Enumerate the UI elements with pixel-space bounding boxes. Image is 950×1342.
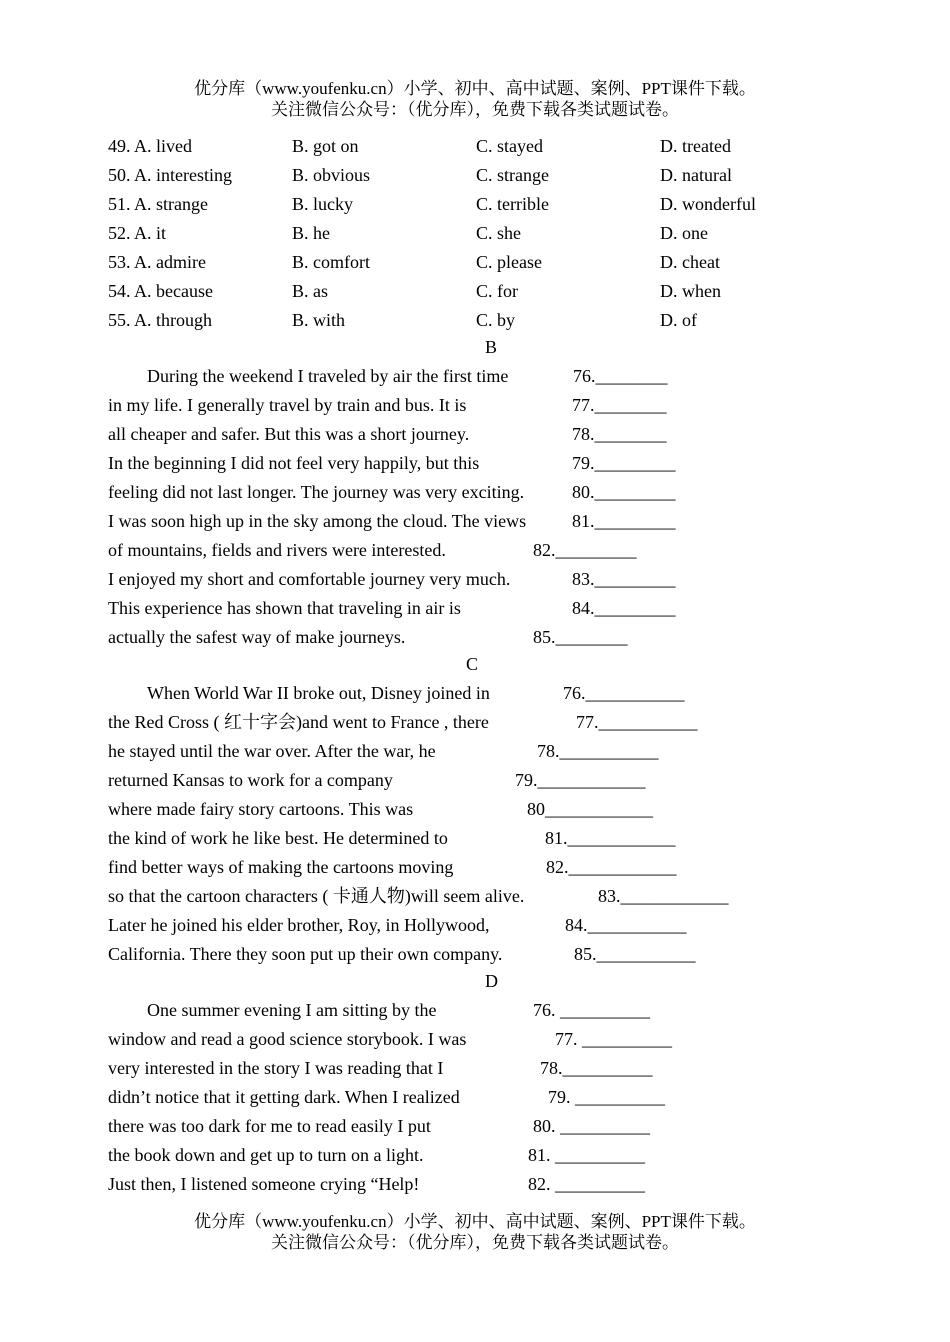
passage-line xyxy=(108,449,808,478)
option-row xyxy=(108,219,828,248)
passage-text: One summer evening I am sitting by the xyxy=(147,1000,437,1020)
answer-blank: 81.____________ xyxy=(545,828,676,848)
option-c: C. by xyxy=(476,310,516,330)
header-line-2: 关注微信公众号：（优分库），免费下载各类试题试卷。 xyxy=(271,100,679,119)
passage-text: I enjoyed my short and comfortable journey very much. xyxy=(108,569,511,589)
option-b: B. he xyxy=(292,223,330,243)
passage-line xyxy=(108,536,808,565)
answer-blank: 85.___________ xyxy=(574,944,696,964)
section-b-passage xyxy=(108,362,808,652)
passage-text: Just then, I listened someone crying “Help! xyxy=(108,1174,420,1194)
section-d-title: D xyxy=(485,971,498,991)
option-c: C. strange xyxy=(476,165,549,185)
option-row xyxy=(108,306,828,335)
passage-line xyxy=(108,1083,808,1112)
section-b-title: B xyxy=(485,337,498,357)
answer-blank: 76.________ xyxy=(573,366,668,386)
option-b: B. got on xyxy=(292,136,359,156)
passage-line xyxy=(108,824,808,853)
passage-text: actually the safest way of make journeys. xyxy=(108,627,406,647)
passage-text: in my life. I generally travel by train and bus. It is xyxy=(108,395,467,415)
passage-text: he stayed until the war over. After the war, he xyxy=(108,741,436,761)
passage-line xyxy=(108,420,808,449)
option-a: 51. A. strange xyxy=(108,194,208,214)
passage-text: feeling did not last longer. The journey was very exciting. xyxy=(108,482,525,502)
header-line-1: 优分库（www.youfenku.cn）小学、初中、高中试题、案例、PPT课件下载。 xyxy=(194,79,756,98)
passage-line xyxy=(108,1141,808,1170)
option-a: 54. A. because xyxy=(108,281,213,301)
option-d: D. of xyxy=(660,310,697,330)
answer-blank: 77.___________ xyxy=(576,712,698,732)
passage-line xyxy=(108,391,808,420)
passage-line xyxy=(108,1025,808,1054)
option-b: B. lucky xyxy=(292,194,353,214)
answer-blank: 78.___________ xyxy=(537,741,659,761)
passage-line xyxy=(108,507,808,536)
page-footer xyxy=(0,1211,950,1253)
option-d: D. wonderful xyxy=(660,194,756,214)
option-d: D. when xyxy=(660,281,721,301)
passage-text: the kind of work he like best. He determined to xyxy=(108,828,448,848)
option-d: D. cheat xyxy=(660,252,720,272)
passage-line xyxy=(108,362,808,391)
passage-line xyxy=(108,478,808,507)
passage-text: there was too dark for me to read easily I put xyxy=(108,1116,431,1136)
passage-text: where made fairy story cartoons. This was xyxy=(108,799,414,819)
answer-blank: 79.____________ xyxy=(515,770,646,790)
passage-line xyxy=(108,594,808,623)
passage-text: When World War II broke out, Disney joined in xyxy=(147,683,490,703)
passage-text: window and read a good science storybook. I was xyxy=(108,1029,467,1049)
option-a: 52. A. it xyxy=(108,223,167,243)
answer-blank: 81. __________ xyxy=(528,1145,645,1165)
option-row xyxy=(108,132,828,161)
option-row xyxy=(108,248,828,277)
answer-blank: 80._________ xyxy=(572,482,676,502)
option-a: 55. A. through xyxy=(108,310,213,330)
answer-blank: 79._________ xyxy=(572,453,676,473)
passage-text: I was soon high up in the sky among the cloud. The views xyxy=(108,511,527,531)
option-c: C. stayed xyxy=(476,136,543,156)
passage-text: Later he joined his elder brother, Roy, in Hollywood, xyxy=(108,915,490,935)
option-a: 53. A. admire xyxy=(108,252,206,272)
passage-line xyxy=(108,1054,808,1083)
answer-blank: 85.________ xyxy=(533,627,628,647)
option-b: B. obvious xyxy=(292,165,371,185)
answer-blank: 83.____________ xyxy=(598,886,729,906)
answer-blank: 82. __________ xyxy=(528,1174,645,1194)
answer-blank: 79. __________ xyxy=(548,1087,665,1107)
answer-blank: 82.____________ xyxy=(546,857,677,877)
passage-line xyxy=(108,623,808,652)
answer-blank: 78.__________ xyxy=(540,1058,653,1078)
passage-line xyxy=(108,737,808,766)
passage-line xyxy=(108,1112,808,1141)
options-list xyxy=(108,132,828,335)
passage-line xyxy=(108,708,808,737)
passage-text: very interested in the story I was reading that I xyxy=(108,1058,444,1078)
passage-text: didn’t notice that it getting dark. When I realized xyxy=(108,1087,460,1107)
option-b: B. as xyxy=(292,281,328,301)
passage-text: This experience has shown that traveling in air is xyxy=(108,598,461,618)
answer-blank: 77.________ xyxy=(572,395,667,415)
passage-text: the book down and get up to turn on a light. xyxy=(108,1145,424,1165)
passage-text: of mountains, fields and rivers were interested. xyxy=(108,540,446,560)
section-d-passage xyxy=(108,996,808,1199)
passage-text: returned Kansas to work for a company xyxy=(108,770,393,790)
answer-blank: 76.___________ xyxy=(563,683,685,703)
option-c: C. she xyxy=(476,223,521,243)
option-c: C. terrible xyxy=(476,194,549,214)
passage-text: the Red Cross ( 红十字会)and went to France , there xyxy=(108,712,489,732)
section-c-passage xyxy=(108,679,808,969)
answer-blank: 77. __________ xyxy=(555,1029,672,1049)
option-d: D. one xyxy=(660,223,708,243)
passage-text: so that the cartoon characters ( 卡通人物)will seem alive. xyxy=(108,886,525,906)
passage-line xyxy=(108,940,808,969)
passage-line xyxy=(108,911,808,940)
answer-blank: 80. __________ xyxy=(533,1116,650,1136)
passage-line xyxy=(108,766,808,795)
answer-blank: 82._________ xyxy=(533,540,637,560)
page-header xyxy=(0,78,950,120)
passage-line xyxy=(108,882,808,911)
answer-blank: 78.________ xyxy=(572,424,667,444)
answer-blank: 76. __________ xyxy=(533,1000,650,1020)
passage-text: In the beginning I did not feel very happily, but this xyxy=(108,453,480,473)
option-b: B. with xyxy=(292,310,346,330)
option-c: C. please xyxy=(476,252,542,272)
passage-text: California. There they soon put up their own company. xyxy=(108,944,503,964)
passage-line xyxy=(108,853,808,882)
option-row xyxy=(108,190,828,219)
option-d: D. natural xyxy=(660,165,732,185)
passage-text: all cheaper and safer. But this was a short journey. xyxy=(108,424,470,444)
answer-blank: 83._________ xyxy=(572,569,676,589)
passage-line xyxy=(108,1170,808,1199)
option-b: B. comfort xyxy=(292,252,370,272)
answer-blank: 80____________ xyxy=(527,799,653,819)
answer-blank: 84._________ xyxy=(572,598,676,618)
passage-line xyxy=(108,795,808,824)
option-c: C. for xyxy=(476,281,518,301)
passage-text: During the weekend I traveled by air the first time xyxy=(147,366,509,386)
passage-line xyxy=(108,996,808,1025)
footer-line-2: 关注微信公众号：（优分库），免费下载各类试题试卷。 xyxy=(271,1233,679,1252)
option-d: D. treated xyxy=(660,136,731,156)
option-row xyxy=(108,161,828,190)
passage-line xyxy=(108,565,808,594)
passage-text: find better ways of making the cartoons moving xyxy=(108,857,454,877)
answer-blank: 81._________ xyxy=(572,511,676,531)
passage-line xyxy=(108,679,808,708)
option-a: 50. A. interesting xyxy=(108,165,232,185)
section-c-title: C xyxy=(466,654,479,674)
option-row xyxy=(108,277,828,306)
answer-blank: 84.___________ xyxy=(565,915,687,935)
option-a: 49. A. lived xyxy=(108,136,192,156)
footer-line-1: 优分库（www.youfenku.cn）小学、初中、高中试题、案例、PPT课件下载。 xyxy=(194,1212,756,1231)
